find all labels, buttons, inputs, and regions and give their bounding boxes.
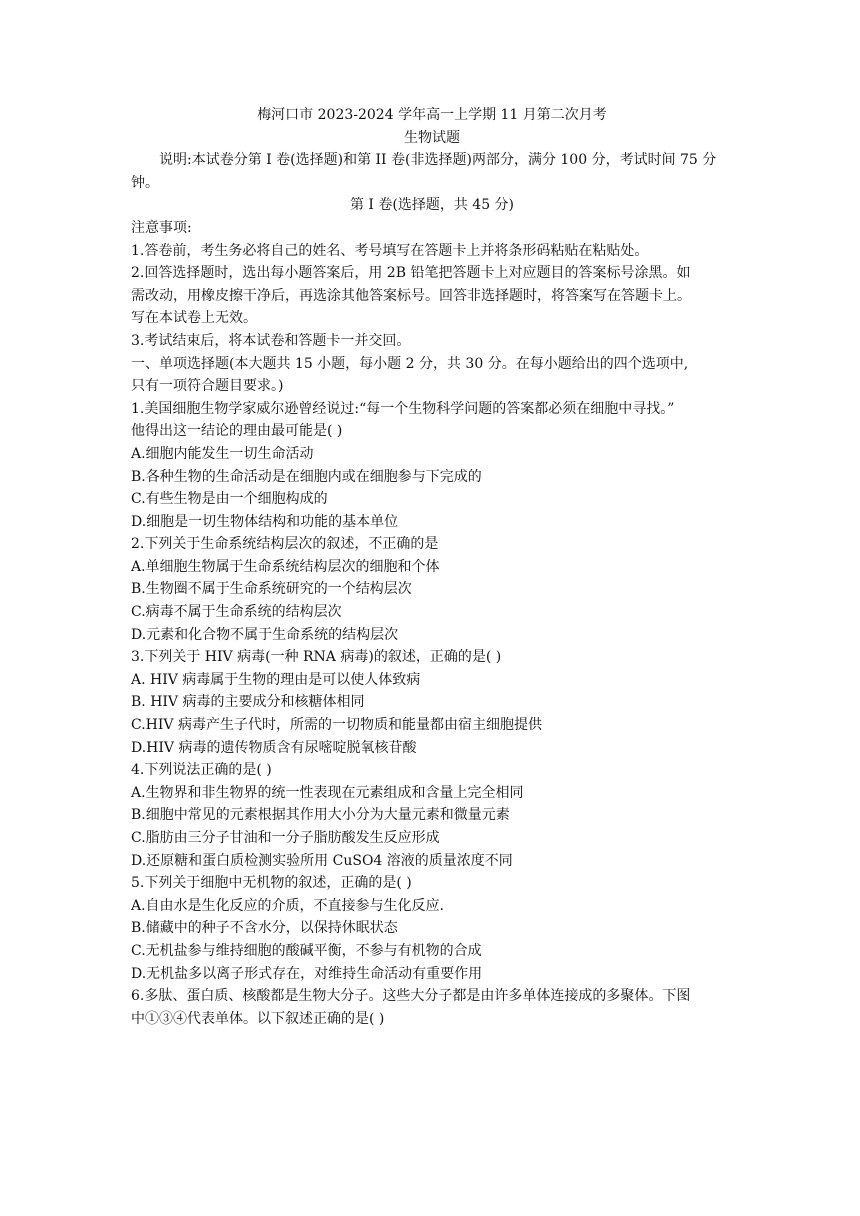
option-c: C.脂肪由三分子甘油和一分子脂肪酸发生反应形成 bbox=[131, 830, 440, 846]
exam-note-line-1: 说明:本试卷分第 I 卷(选择题)和第 II 卷(非选择题)两部分，满分 100 分，考试时间 75 分 bbox=[159, 152, 717, 169]
option-a: A. HIV 病毒属于生物的理由是可以使人体致病 bbox=[131, 671, 421, 688]
notice-item-3: 3.考试结束后，将本试卷和答题卡一并交回。 bbox=[131, 332, 411, 349]
question-stem: 他得出这一结论的理由最可能是( ) bbox=[131, 423, 343, 440]
exam-subject: 生物试题 bbox=[404, 129, 460, 146]
section-heading-line-2: 只有一项符合题目要求。) bbox=[131, 378, 284, 395]
question-3 bbox=[131, 646, 733, 759]
option-c: C.无机盐参与维持细胞的酸碱平衡，不参与有机物的合成 bbox=[131, 942, 482, 959]
option-c: C.病毒不属于生命系统的结构层次 bbox=[131, 604, 342, 621]
notice-heading: 注意事项: bbox=[131, 219, 192, 236]
option-a: A.自由水是生化反应的介质，不直接参与生化反应. bbox=[131, 897, 445, 914]
question-stem: 2.下列关于生命系统结构层次的叙述，不正确的是 bbox=[131, 536, 439, 553]
question-5 bbox=[131, 872, 733, 985]
part-title: 第 I 卷(选择题，共 45 分) bbox=[349, 197, 515, 214]
option-d: D.HIV 病毒的遗传物质含有尿嘧啶脱氧核苷酸 bbox=[131, 739, 417, 756]
question-stem: 5.下列关于细胞中无机物的叙述，正确的是( ) bbox=[131, 875, 412, 892]
option-d: D.元素和化合物不属于生命系统的结构层次 bbox=[131, 626, 399, 643]
exam-note-line-2: 钟。 bbox=[131, 174, 159, 191]
option-b: B.各种生物的生命活动是在细胞内或在细胞参与下完成的 bbox=[131, 468, 482, 485]
option-b: B. HIV 病毒的主要成分和核糖体相同 bbox=[131, 694, 365, 711]
question-4 bbox=[131, 759, 733, 872]
option-a: A.生物界和非生物界的统一性表现在元素组成和含量上完全相同 bbox=[131, 784, 524, 801]
option-b: B.生物圈不属于生命系统研究的一个结构层次 bbox=[131, 581, 412, 598]
question-1 bbox=[131, 398, 733, 534]
option-b: B.细胞中常见的元素根据其作用大小分为大量元素和微量元素 bbox=[131, 807, 510, 824]
option-a: A.细胞内能发生一切生命活动 bbox=[131, 445, 314, 462]
option-c: C.HIV 病毒产生子代时，所需的一切物质和能量都由宿主细胞提供 bbox=[131, 717, 542, 734]
question-stem: 1.美国细胞生物学家威尔逊曾经说过:“每一个生物科学问题的答案都必须在细胞中寻找。” bbox=[131, 400, 675, 417]
option-c: C.有些生物是由一个细胞构成的 bbox=[131, 491, 328, 508]
section-heading-line-1: 一、单项选择题(本大题共 15 小题，每小题 2 分，共 30 分。在每小题给出的四个选项中, bbox=[131, 355, 689, 372]
notice-item-1: 1.答卷前，考生务必将自己的姓名、考号填写在答题卡上并将条形码粘贴在粘贴处。 bbox=[131, 242, 649, 259]
notice-item-2-line-1: 2.回答选择题时，选出每小题答案后，用 2B 铅笔把答题卡上对应题目的答案标号涂黑。如 bbox=[131, 265, 691, 282]
notice-item-2-line-3: 写在本试卷上无效。 bbox=[131, 310, 257, 327]
question-stem: 6.多肽、蛋白质、核酸都是生物大分子。这些大分子都是由许多单体连接成的多聚体。下图 bbox=[131, 988, 691, 1005]
option-b: B.储藏中的种子不含水分，以保持休眠状态 bbox=[131, 920, 398, 937]
question-6 bbox=[131, 985, 733, 1030]
exam-content bbox=[131, 104, 733, 1030]
exam-title: 梅河口市 2023-2024 学年高一上学期 11 月第二次月考 bbox=[257, 107, 607, 123]
option-d: D.细胞是一切生物体结构和功能的基本单位 bbox=[131, 513, 399, 530]
question-stem: 中①③④代表单体。以下叙述正确的是( ) bbox=[131, 1010, 385, 1027]
question-stem: 3.下列关于 HIV 病毒(一种 RNA 病毒)的叙述，正确的是( ) bbox=[131, 649, 502, 666]
option-d: D.无机盐多以离子形式存在，对维持生命活动有重要作用 bbox=[131, 965, 483, 982]
notice-item-2-line-2: 需改动，用橡皮擦干净后，再选涂其他答案标号。回答非选择题时，将答案写在答题卡上。 bbox=[131, 287, 691, 304]
option-a: A.单细胞生物属于生命系统结构层次的细胞和个体 bbox=[131, 558, 440, 575]
option-d: D.还原糖和蛋白质检测实验所用 CuSO4 溶液的质量浓度不同 bbox=[131, 852, 513, 869]
question-stem: 4.下列说法正确的是( ) bbox=[131, 762, 272, 779]
question-2 bbox=[131, 533, 733, 646]
